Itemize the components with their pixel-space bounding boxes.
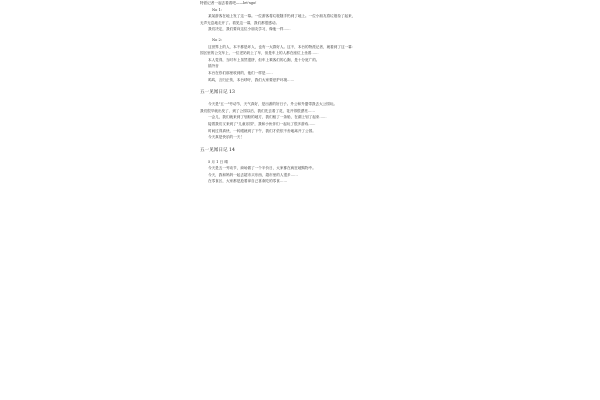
paragraph-line: 这世界上的人，本不都是坏人，也有一大群好人。这不，本台的特派记者，就看到了这一幕： <box>208 44 356 49</box>
document-page <box>200 0 420 400</box>
paragraph-line: 时间过得真快，一转眼就到了下午，我们才依依不舍地离开了公园。 <box>208 128 316 133</box>
paragraph-line: 今天真是快乐的一天！ <box>208 135 244 140</box>
paragraph-line: 今天是五一劳动节，商场做了一个半价日，大家都在疯狂地购物中。 <box>208 166 316 171</box>
section-reporter <box>200 0 420 83</box>
paragraph-line: No 2: <box>212 37 222 42</box>
section-heading: 五一见闻日记 14 <box>200 147 235 153</box>
paragraph-line: 5 月 1 日 晴 <box>208 159 228 164</box>
section-diary-14 <box>200 159 420 185</box>
paragraph-line: 接着我们又来到了"儿童乐园"，我和小伙伴们一起玩了很多游戏…… <box>208 121 316 126</box>
paragraph-line: No 1: <box>212 7 222 12</box>
paragraph-line: 园区里的公交车上，一位老奶奶上了车，但是车上的人都在座位上坐着…… <box>200 51 319 56</box>
section-diary-13 <box>200 101 420 141</box>
paragraph-line: 无声无息地走开了。看见这一幕，我们都很感动。 <box>200 20 280 25</box>
paragraph-line: 今天是"五一"劳动节，天气真好，是出游的好日子。外公和外婆带我去大公园玩。 <box>208 102 338 107</box>
paragraph-line: 一会儿，我们就来到了划船的地方，我们租了一条船，在湖上划了起来…… <box>208 115 327 120</box>
paragraph-line: 我们决定，我们要向这位小朋友学习，像他一样…… <box>208 27 291 32</box>
paragraph-line: 今天，我和妈妈一起去超市买东西，超市里的人很多…… <box>208 172 298 177</box>
section-heading: 五一见闻日记 13 <box>200 90 235 96</box>
paragraph-line: 某某游客在地上发了这一幕。一位游客将垃圾随手扔到了地上。一位小朋友将垃圾捡了起来， <box>208 14 356 19</box>
paragraph-line: 在零食区，大家都是抢着拿自己喜欢吃的零食…… <box>208 179 288 184</box>
paragraph-line: 本台在你们那里收到的，他们一样是…… <box>208 70 273 75</box>
paragraph-line: 本人觉得，当时车上虽然很挤，但车上乘客们的心胸，是十分宽广的。 <box>208 57 320 62</box>
section-title: 特派记者一起去看看吧——let'sgo! <box>200 1 257 5</box>
paragraph-line: 呜呜，言归正传，本台呼吁，我们大家要爱护环境…… <box>208 77 295 82</box>
paragraph-line: 插外音 <box>208 64 219 69</box>
paragraph-line: 我们很早就出发了，到了公园以后，我们先去看了花，花开得很漂亮…… <box>200 108 315 113</box>
